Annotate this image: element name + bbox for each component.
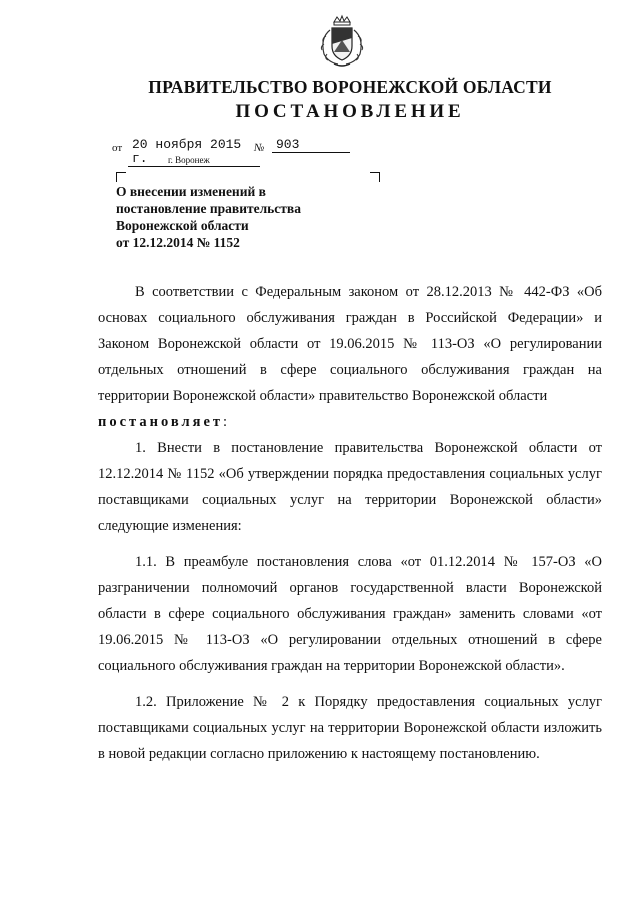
document-body [98, 279, 602, 767]
paragraph-gap [98, 539, 602, 549]
item-1-paragraph [98, 435, 602, 539]
number-prefix: № [254, 142, 265, 154]
subject-line: О внесении изменений в [116, 184, 266, 199]
subject-line: Воронежской области [116, 218, 249, 233]
subject-line: от 12.12.2014 № 1152 [116, 235, 240, 250]
document-number: 903 [272, 138, 350, 153]
subject-bracket-right [370, 172, 380, 182]
subject-title [116, 183, 356, 251]
coat-of-arms-icon [316, 14, 368, 70]
item-1-2-text: 1.2. Приложение № 2 к Порядку предоставления социальных услуг поставщиками социальных услуг на территории Воронежской области изложить в новой редакции согласно приложению к настоящему постановлению. [98, 694, 602, 762]
city-label: г. Воронеж [168, 155, 210, 165]
decree-colon: : [223, 414, 228, 430]
subject-bracket-left [116, 172, 126, 182]
decree-word: постановляет [98, 414, 224, 430]
item-1-2-paragraph [98, 689, 602, 767]
item-1-text: 1. Внести в постановление правительства Воронежской области от 12.12.2014 № 1152 «Об утверждении порядка предоставления социальных услуг поставщиками социальных услуг на территории Воронежской области» следующие изменения: [98, 440, 602, 534]
document-type: ПОСТАНОВЛЕНИЕ [235, 101, 465, 122]
preamble-paragraph [98, 279, 602, 409]
decree-line [98, 409, 602, 435]
item-1-1-text: 1.1. В преамбуле постановления слова «от 01.12.2014 № 157-ОЗ «О разграничении полномочий органов государственной власти Воронежской области в сфере социального обслуживания граждан» заменить словами «от 19.06.2015 № 113-ОЗ «О регулировании отдельных отношений в сфере социального обслуживания граждан на территории Воронежской области». [98, 554, 602, 674]
date-prefix: от [112, 142, 123, 154]
subject-line: постановление правительства [116, 201, 301, 216]
government-title: ПРАВИТЕЛЬСТВО ВОРОНЕЖСКОЙ ОБЛАСТИ [148, 77, 552, 97]
document-date: 20 ноября 2015 г. [128, 138, 260, 167]
preamble-text: В соответствии с Федеральным законом от 28.12.2013 № 442-ФЗ «Об основах социального обслуживания граждан в Российской Федерации» и Законом Воронежской области от 19.06.2015 № 113-ОЗ «О регулировании отдельных отношений в сфере социального обслуживания граждан на территории Воронежской области» правительство Воронежской области [98, 284, 602, 404]
paragraph-gap [98, 679, 602, 689]
item-1-1-paragraph [98, 549, 602, 679]
